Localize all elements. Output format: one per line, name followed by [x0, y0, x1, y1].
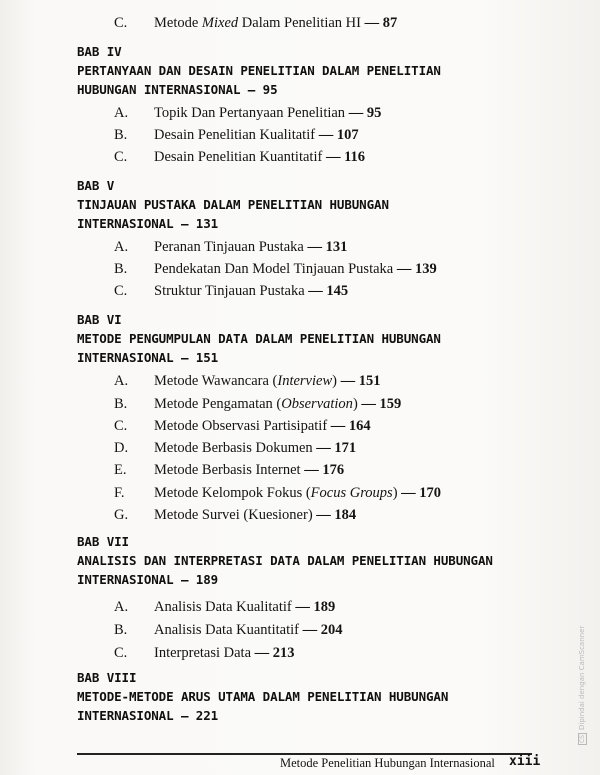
entry-letter: B.: [114, 127, 128, 143]
entry-page: 139: [414, 261, 437, 277]
entry-text-after: ): [332, 373, 337, 389]
watermark-text: Dipindai dengan CamScanner: [578, 625, 586, 730]
entry-text: [154, 484, 441, 502]
entry-letter: C.: [114, 149, 128, 165]
chapter-title-line2: HUBUNGAN INTERNASIONAL — 95: [77, 82, 278, 97]
entry-text: [154, 439, 356, 457]
entry-letter: B.: [114, 622, 128, 638]
entry-text-italic: Mixed: [201, 15, 239, 31]
chapter-label: BAB VI: [77, 312, 122, 327]
entry-page: 171: [334, 440, 357, 456]
chapter-title-line1: ANALISIS DAN INTERPRETASI DATA DALAM PENELITIAN HUBUNGAN: [77, 553, 493, 568]
entry-page: 189: [313, 599, 336, 615]
camscanner-badge-icon: CS: [579, 735, 586, 743]
entry-page: 204: [320, 622, 343, 638]
entry-page: 95: [366, 105, 382, 121]
entry-page: 131: [325, 239, 348, 255]
entry-page: 107: [336, 127, 359, 143]
entry-dash: —: [325, 149, 341, 165]
entry-text: [154, 282, 348, 300]
entry-letter: A.: [114, 373, 129, 389]
entry-page: 170: [419, 485, 442, 501]
entry-page: 213: [272, 645, 295, 661]
entry-page: 116: [344, 149, 366, 165]
entry-text: [154, 644, 295, 662]
entry-title: Desain Penelitian Kuantitatif: [154, 149, 323, 165]
entry-text: [154, 14, 397, 32]
entry-text-italic: Observation: [281, 396, 353, 412]
entry-text: [154, 148, 365, 166]
entry-text: [154, 126, 359, 144]
entry-text: [154, 104, 381, 122]
entry-dash: —: [316, 440, 331, 456]
chapter-heading-bab7: [77, 532, 493, 589]
entry-page: 176: [322, 462, 345, 478]
entry-title: Topik Dan Pertanyaan Penelitian: [154, 105, 346, 121]
entry-letter: G.: [114, 507, 129, 523]
entry-dash: —: [307, 239, 322, 255]
entry-page: 164: [348, 418, 371, 434]
chapter-title-line1: METODE PENGUMPULAN DATA DALAM PENELITIAN HUBUNGAN: [77, 331, 441, 346]
entry-letter: D.: [114, 440, 129, 456]
entry-dash: —: [401, 485, 416, 501]
entry-letter: A.: [114, 599, 129, 615]
chapter-title-line1: PERTANYAAN DAN DESAIN PENELITIAN DALAM PENELITIAN: [77, 63, 441, 78]
entry-dash: —: [364, 15, 380, 31]
entry-text-after: Dalam Penelitian HI: [238, 15, 361, 31]
entry-text-before: Metode Berbasis Internet: [154, 462, 301, 478]
chapter-title-line2: INTERNASIONAL — 221: [77, 708, 219, 723]
chapter-title-line2: INTERNASIONAL — 131: [77, 216, 219, 231]
entry-title: Desain Penelitian Kualitatif: [154, 127, 316, 143]
chapter-label: BAB VIII: [77, 670, 137, 685]
entry-dash: —: [302, 622, 318, 638]
chapter-title-line1: METODE-METODE ARUS UTAMA DALAM PENELITIAN HUBUNGAN: [77, 689, 449, 704]
chapter-title-line1: TINJAUAN PUSTAKA DALAM PENELITIAN HUBUNGAN: [77, 197, 389, 212]
entry-text-before: Metode Wawancara (: [154, 373, 278, 389]
scanner-watermark: [578, 626, 587, 745]
entry-dash: —: [361, 396, 376, 412]
entry-text: [154, 621, 342, 639]
entry-dash: —: [316, 507, 331, 523]
chapter-heading-bab5: [77, 176, 389, 233]
entry-letter: F.: [114, 485, 125, 501]
entry-letter: B.: [114, 261, 128, 277]
entry-text: [154, 598, 335, 616]
footer-page-number: xiii: [509, 754, 541, 769]
entry-text-italic: Interview: [277, 373, 333, 389]
entry-letter: C.: [114, 15, 128, 31]
chapter-label: BAB V: [77, 178, 115, 193]
entry-text-before: Metode Kelompok Fokus (: [154, 485, 311, 501]
entry-text-before: Metode Observasi Partisipatif: [154, 418, 328, 434]
entry-letter: C.: [114, 645, 128, 661]
entry-text-after: ): [392, 485, 398, 501]
footer-book-title: Metode Penelitian Hubungan Internasional: [280, 756, 495, 770]
entry-text: [154, 260, 437, 278]
entry-letter: A.: [114, 105, 129, 121]
entry-page: 151: [358, 373, 381, 389]
entry-title: Peranan Tinjauan Pustaka: [154, 239, 304, 255]
entry-dash: —: [340, 373, 356, 389]
entry-dash: —: [304, 462, 319, 478]
entry-dash: —: [330, 418, 346, 434]
entry-dash: —: [396, 261, 412, 277]
entry-title: Pendekatan Dan Model Tinjauan Pustaka: [154, 261, 394, 277]
chapter-title-line2: INTERNASIONAL — 151: [77, 350, 219, 365]
entry-text: [154, 372, 380, 390]
entry-page: 145: [326, 283, 349, 299]
entry-page: 184: [334, 507, 357, 523]
entry-text: [154, 417, 371, 435]
entry-text: [154, 506, 356, 524]
entry-text: [154, 238, 347, 256]
entry-text-before: Metode Berbasis Dokumen: [154, 440, 313, 456]
entry-dash: —: [254, 645, 270, 661]
entry-letter: C.: [114, 418, 128, 434]
entry-title: Struktur Tinjauan Pustaka: [154, 283, 305, 299]
chapter-title-line2: INTERNASIONAL — 189: [77, 572, 219, 587]
entry-dash: —: [295, 599, 310, 615]
entry-text-before: Metode Pengamatan (: [154, 396, 282, 412]
entry-letter: C.: [114, 283, 128, 299]
entry-text: [154, 461, 344, 479]
entry-dash: —: [308, 283, 323, 299]
entry-letter: E.: [114, 462, 127, 478]
entry-text-after: ): [352, 396, 358, 412]
entry-text-before: Metode Survei (Kuesioner): [154, 507, 313, 523]
chapter-heading-bab4: [77, 42, 441, 99]
entry-dash: —: [348, 105, 364, 121]
chapter-label: BAB VII: [77, 534, 129, 549]
entry-title: Analisis Data Kualitatif: [154, 599, 292, 615]
chapter-heading-bab6: [77, 310, 441, 367]
entry-title: Analisis Data Kuantitatif: [154, 622, 299, 638]
entry-page: 159: [379, 396, 402, 412]
entry-dash: —: [318, 127, 334, 143]
entry-text-italic: Focus Groups: [310, 485, 393, 501]
chapter-heading-bab8: [77, 668, 448, 725]
entry-title: Interpretasi Data: [154, 645, 252, 661]
chapter-label: BAB IV: [77, 44, 122, 59]
entry-page: 87: [382, 15, 398, 31]
entry-letter: A.: [114, 239, 129, 255]
footer-divider: [77, 753, 532, 755]
entry-letter: B.: [114, 396, 128, 412]
entry-text: [154, 395, 401, 413]
entry-text-before: Metode: [154, 15, 202, 31]
